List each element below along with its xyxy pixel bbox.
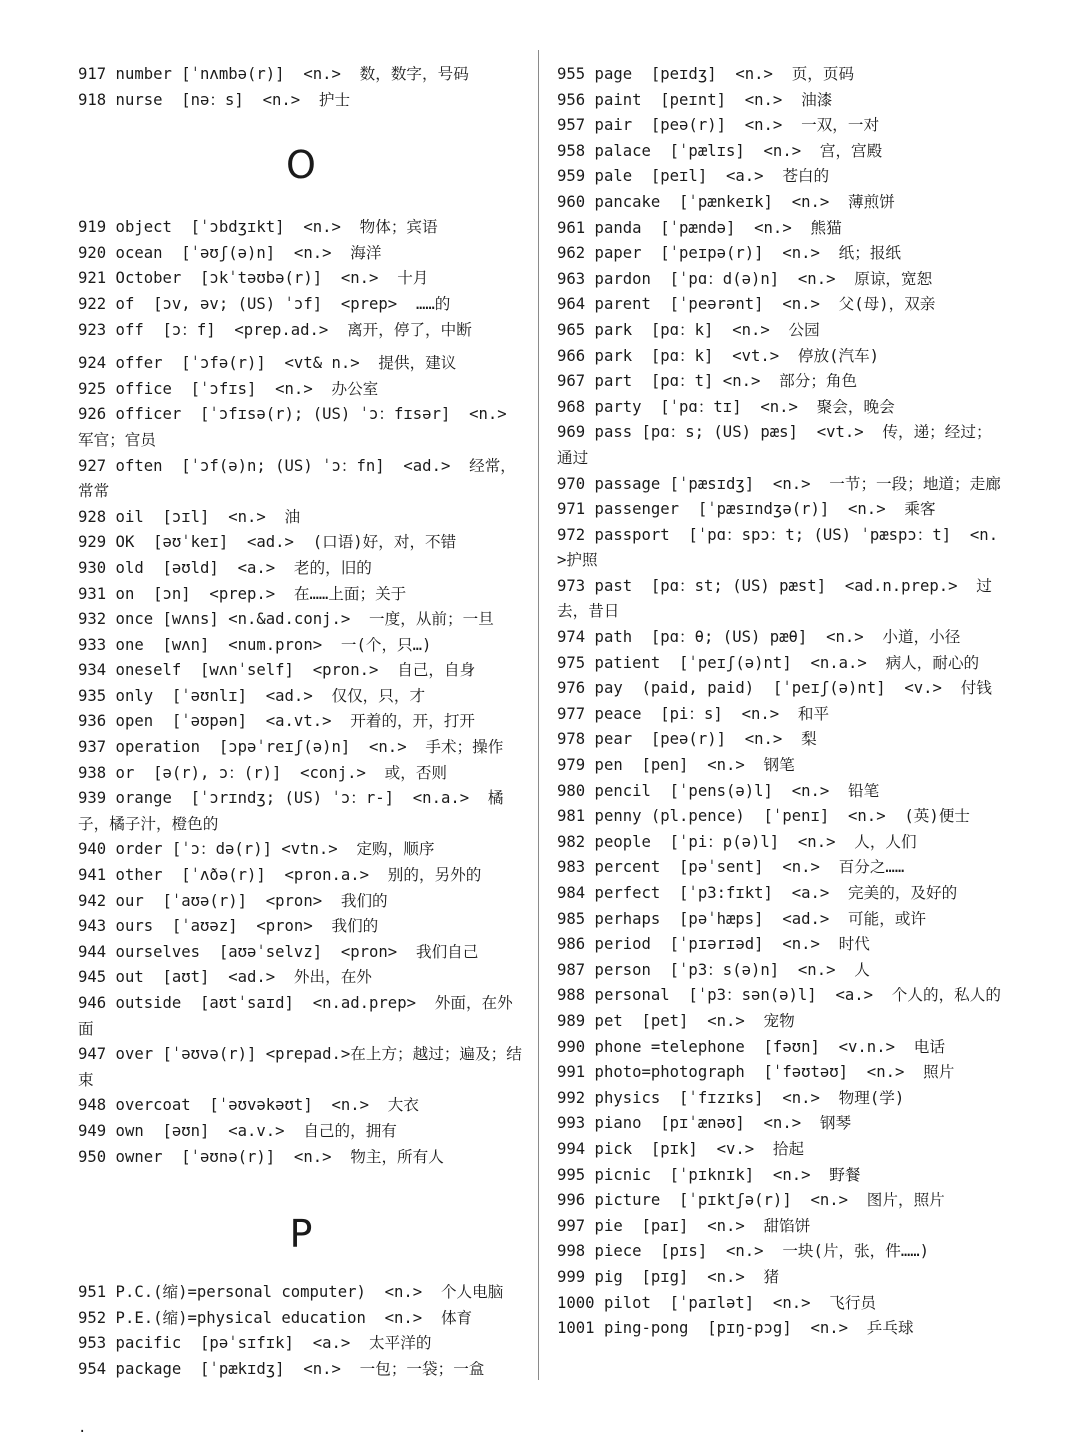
vocab-entry: 928 oil [ɔɪl] <n.> 油: [78, 507, 301, 526]
vocab-entry: 925 office [ˈɔfɪs] <n.> 办公室: [78, 379, 379, 398]
vocab-entry: 982 people [ˈpi：p(ə)l] <n.> 人，人们: [557, 832, 917, 851]
entries-p-right: [557, 62, 1005, 1342]
vocab-entry: 979 pen [pen] <n.> 钢笔: [557, 756, 795, 775]
section-heading-o: O: [286, 143, 316, 188]
vocab-entry: 938 or [ə(r), ɔ：(r)] <conj.> 或，否则: [78, 763, 448, 782]
column-divider: [538, 50, 539, 1380]
vocab-entry: 948 overcoat [ˈəʊvəkəʊt] <n.> 大衣: [78, 1096, 419, 1115]
vocab-entry: 950 owner [ˈəʊnə(r)] <n.> 物主，所有人: [78, 1147, 444, 1166]
vocab-entry: 952 P.E.(缩)=physical education <n.> 体育: [78, 1308, 473, 1327]
vocab-entry: 918 nurse [nə：s] <n.> 护士: [78, 90, 351, 109]
entries-p-left: [78, 1280, 524, 1382]
vocab-entry: 934 oneself [wʌnˈself] <pron.> 自己，自身: [78, 661, 476, 680]
vocab-entry: 987 person [ˈp3：s(ə)n] <n.> 人: [557, 960, 870, 979]
vocab-entry: 930 old [əʊld] <a.> 老的，旧的: [78, 558, 372, 577]
vocab-entry: 917 number [ˈnʌmbə(r)] <n.> 数，数字，号码: [78, 65, 469, 83]
vocab-entry: 973 past [pɑ：st; (US) pæst] <ad.n.prep.> 过去，昔日: [557, 576, 992, 621]
vocab-entry: 922 of [ɔv, əv; (US) ˈɔf] <prep> ……的: [78, 294, 451, 313]
vocab-entry: 977 peace [pi：s] <n.> 和平: [557, 704, 830, 723]
vocab-entry: 944 ourselves [aʊəˈselvz] <pron> 我们自己: [78, 942, 479, 961]
vocab-entry: 949 own [əʊn] <a.v.> 自己的，拥有: [78, 1121, 397, 1140]
vocab-entry: 984 perfect [ˈp3:fɪkt] <a.> 完美的，及好的: [557, 884, 958, 902]
vocab-entry: 969 pass [pɑ：s; (US) pæs] <vt.> 传，递；经过；通过: [557, 423, 992, 467]
vocab-entry: 927 often [ˈɔf(ə)n; (US) ˈɔ：fn] <ad.> 经常，常常: [78, 456, 516, 501]
vocab-entry: 998 piece [pɪs] <n.> 一块(片，张，件……): [557, 1242, 930, 1261]
vocab-entry: 964 parent [ˈpeərənt] <n.> 父(母)，双亲: [557, 295, 936, 314]
vocab-entry: 931 on [ɔn] <prep.> 在……上面；关于: [78, 584, 407, 603]
vocab-entry: 929 OK [əʊˈkeɪ] <ad.> (口语)好，对，不错: [78, 533, 457, 552]
vocab-entry: 924 offer [ˈɔfə(r)] <vt& n.> 提供，建议: [78, 354, 457, 373]
vocab-entry: 953 pacific [pəˈsɪfɪk] <a.> 太平洋的: [78, 1334, 432, 1353]
section-heading-p: P: [289, 1212, 313, 1257]
vocab-entry: 999 pig [pɪg] <n.> 猪: [557, 1267, 780, 1286]
vocab-entry: 956 paint [peɪnt] <n.> 油漆: [557, 90, 833, 109]
vocab-entry: 933 one [wʌn] <num.pron> 一(个，只…): [78, 635, 432, 654]
vocab-entry: 989 pet [pet] <n.> 宠物: [557, 1011, 795, 1030]
vocab-entry: 976 pay (paid, paid) [ˈpeɪʃ(ə)nt] <v.> 付钱: [557, 679, 992, 698]
vocab-entry: 1001 ping-pong [pɪŋ-pɔg] <n.> 乒乓球: [557, 1319, 914, 1338]
vocab-entry: 985 perhaps [pəˈhæps] <ad.> 可能，或许: [557, 909, 927, 928]
vocab-entry: 939 orange [ˈɔrɪndʒ; (US) ˈɔ：r-] <n.a.> 橘子，橘子汁，橙色的: [78, 789, 504, 833]
vocab-entry: 988 personal [ˈp3：sən(ə)l] <a.> 个人的，私人的: [557, 986, 1001, 1005]
vocab-entry: 994 pick [pɪk] <v.> 拾起: [557, 1139, 805, 1158]
entries-n: [78, 62, 524, 113]
vocab-entry: 961 panda [ˈpændə] <n.> 熊猫: [557, 218, 842, 237]
vocab-entry: 954 package [ˈpækɪdʒ] <n.> 一包；一袋；一盒: [78, 1359, 485, 1378]
vocab-entry: 941 other [ˈʌðə(r)] <pron.a.> 别的，另外的: [78, 866, 482, 885]
vocab-entry: 967 part [pɑ：t] <n.> 部分；角色: [557, 372, 858, 391]
vocab-entry: 958 palace [ˈpælɪs] <n.> 宫，宫殿: [557, 141, 883, 160]
vocab-entry: 980 pencil [ˈpens(ə)l] <n.> 铅笔: [557, 781, 880, 800]
footer-mark: .: [78, 1420, 87, 1436]
vocab-entry: 940 order [ˈɔ：də(r)] <vtn.> 定购，顺序: [78, 840, 435, 859]
vocab-entry: 942 our [ˈaʊə(r)] <pron> 我们的: [78, 891, 388, 910]
entries-o-part2: [78, 351, 524, 1170]
vocab-entry: 923 off [ɔ：f] <prep.ad.> 离开，停了，中断: [78, 320, 472, 339]
vocab-entry: 972 passport [ˈpɑ：spɔ：t; (US) ˈpæspɔ：t] <n.>护照: [557, 525, 999, 570]
vocab-entry: 963 pardon [ˈpɑ：d(ə)n] <n.> 原谅，宽恕: [557, 269, 933, 288]
vocab-entry: 959 pale [peɪl] <a.> 苍白的: [557, 167, 830, 186]
vocab-entry: 960 pancake [ˈpænkeɪk] <n.> 薄煎饼: [557, 192, 895, 211]
vocab-entry: 992 physics [ˈfɪzɪks] <n.> 物理(学): [557, 1088, 905, 1107]
vocab-entry: 920 ocean [ˈəʊʃ(ə)n] <n.> 海洋: [78, 243, 382, 262]
vocab-entry: 986 period [ˈpɪərɪəd] <n.> 时代: [557, 935, 870, 954]
vocab-entry: 975 patient [ˈpeɪʃ(ə)nt] <n.a.> 病人，耐心的: [557, 653, 980, 672]
vocab-entry: 997 pie [paɪ] <n.> 甜馅饼: [557, 1216, 811, 1235]
vocab-entry: 978 pear [peə(r)] <n.> 梨: [557, 730, 817, 749]
vocab-entry: 921 October [ɔkˈtəʊbə(r)] <n.> 十月: [78, 269, 429, 288]
vocab-entry: 932 once [wʌns] <n.&ad.conj.> 一度，从前；一旦: [78, 610, 494, 629]
vocab-entry: 936 open [ˈəʊpən] <a.vt.> 开着的，开，打开: [78, 712, 476, 731]
entries-o-part1: [78, 215, 524, 343]
vocab-entry: 1000 pilot [ˈpaɪlət] <n.> 飞行员: [557, 1293, 877, 1312]
vocab-entry: 995 picnic [ˈpɪknɪk] <n.> 野餐: [557, 1165, 861, 1184]
vocab-entry: 957 pair [peə(r)] <n.> 一双，一对: [557, 116, 880, 135]
vocab-entry: 946 outside [aʊtˈsaɪd] <n.ad.prep> 外面，在外面: [78, 994, 513, 1038]
left-column: [78, 62, 524, 1383]
vocab-entry: 981 penny (pl.pence) [ˈpenɪ] <n.> (英)便士: [557, 807, 970, 826]
vocab-entry: 966 park [pɑ：k] <vt.> 停放(汽车): [557, 346, 880, 365]
vocab-entry: 993 piano [pɪˈænəʊ] <n.> 钢琴: [557, 1114, 852, 1133]
vocab-entry: 943 ours [ˈaʊəz] <pron> 我们的: [78, 917, 379, 936]
vocab-entry: 991 photo=photograph [ˈfəʊtəʊ] <n.> 照片: [557, 1063, 955, 1082]
vocab-entry: 947 over [ˈəʊvə(r)] <prepad.>在上方；越过；遍及；结束: [78, 1045, 522, 1089]
vocab-entry: 945 out [aʊt] <ad.> 外出，在外: [78, 968, 372, 987]
vocab-entry: 951 P.C.(缩)=personal computer) <n.> 个人电脑: [78, 1283, 504, 1302]
vocab-entry: 962 paper [ˈpeɪpə(r)] <n.> 纸；报纸: [557, 244, 902, 263]
vocab-entry: 919 object [ˈɔbdʒɪkt] <n.> 物体；宾语: [78, 218, 438, 237]
vocab-entry: 926 officer [ˈɔfɪsə(r); (US) ˈɔ：fɪsər] <n.> 军官；官员: [78, 405, 526, 449]
vocab-entry: 970 passage [ˈpæsɪdʒ] <n.> 一节；一段；地道；走廊: [557, 474, 1001, 493]
vocab-entry: 955 page [peɪdʒ] <n.> 页，页码: [557, 65, 855, 83]
vocab-entry: 965 park [pɑ：k] <n.> 公园: [557, 320, 820, 339]
vocab-entry: 983 percent [pəˈsent] <n.> 百分之……: [557, 858, 905, 877]
right-column: [557, 62, 1005, 1342]
vocab-entry: 968 party [ˈpɑ：tɪ] <n.> 聚会，晚会: [557, 397, 895, 416]
vocab-entry: 971 passenger [ˈpæsɪndʒə(r)] <n.> 乘客: [557, 500, 936, 519]
vocab-entry: 974 path [pɑ：θ; (US) pæθ] <n.> 小道，小径: [557, 628, 961, 647]
vocab-entry: 990 phone =telephone [fəʊn] <v.n.> 电话: [557, 1037, 945, 1056]
vocab-entry: 935 only [ˈəʊnlɪ] <ad.> 仅仅，只，才: [78, 686, 426, 705]
vocab-entry: 937 operation [ɔpəˈreɪʃ(ə)n] <n.> 手术；操作: [78, 738, 504, 757]
vocab-entry: 996 picture [ˈpɪktʃə(r)] <n.> 图片，照片: [557, 1191, 945, 1210]
